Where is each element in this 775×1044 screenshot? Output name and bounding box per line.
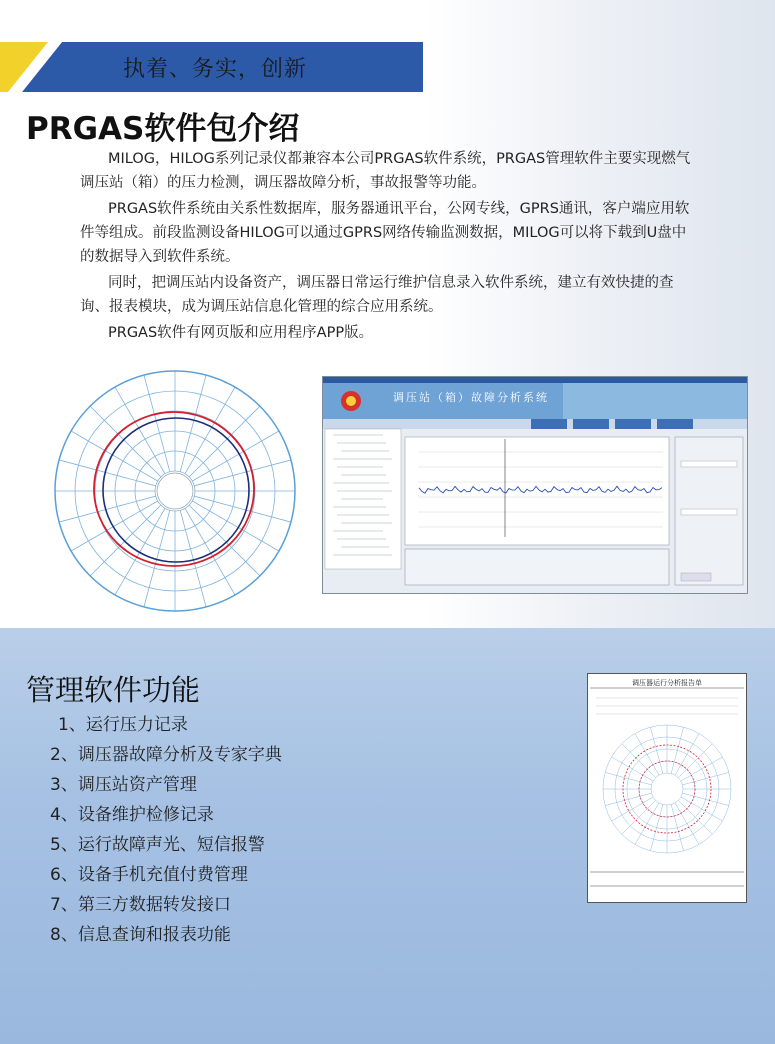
function-item: 6、设备手机充值付费管理 [50,865,248,885]
slogan-text: 执着、务实，创新 [123,57,308,82]
polar-chart-svg [40,356,310,616]
polar-pressure-chart-image [40,356,310,616]
intro-paragraph-2: PRGAS软件系统由关系性数据库，服务器通讯平台，公网专线，GPRS通讯，客户端应用软件等组成。前段监测设备HILOG可以通过GPRS网络传输监测数据，MILOG可以将下载到U盘中的数据导入到软件系统。 [80,201,690,265]
function-item: 5、运行故障声光、短信报警 [50,835,265,855]
functions-list [50,710,282,950]
software-window-image [322,376,748,594]
software-window-title: 调压站（箱）故障分析系统 [393,391,549,404]
functions-heading: 管理软件功能 [26,673,201,707]
function-item: 7、第三方数据转发接口 [50,895,231,915]
intro-paragraph-4: PRGAS软件有网页版和应用程序APP版。 [108,325,374,341]
function-item: 4、设备维护检修记录 [50,805,214,825]
function-item: 2、调压器故障分析及专家字典 [50,745,282,765]
analysis-report-image [587,673,747,903]
report-title: 调压器运行分析报告单 [632,679,702,687]
intro-paragraph-3: 同时，把调压站内设备资产，调压器日常运行维护信息录入软件系统，建立有效快捷的查询、报表模块，成为调压站信息化管理的综合应用系统。 [80,275,674,315]
function-item: 1、运行压力记录 [58,715,188,735]
function-item: 8、信息查询和报表功能 [50,925,231,945]
intro-paragraph-1: MILOG，HILOG系列记录仪都兼容本公司PRGAS软件系统，PRGAS管理软件主要实现燃气调压站（箱）的压力检测，调压器故障分析，事故报警等功能。 [80,151,691,191]
page-title: PRGAS软件包介绍 [26,111,300,147]
function-item: 3、调压站资产管理 [50,775,197,795]
